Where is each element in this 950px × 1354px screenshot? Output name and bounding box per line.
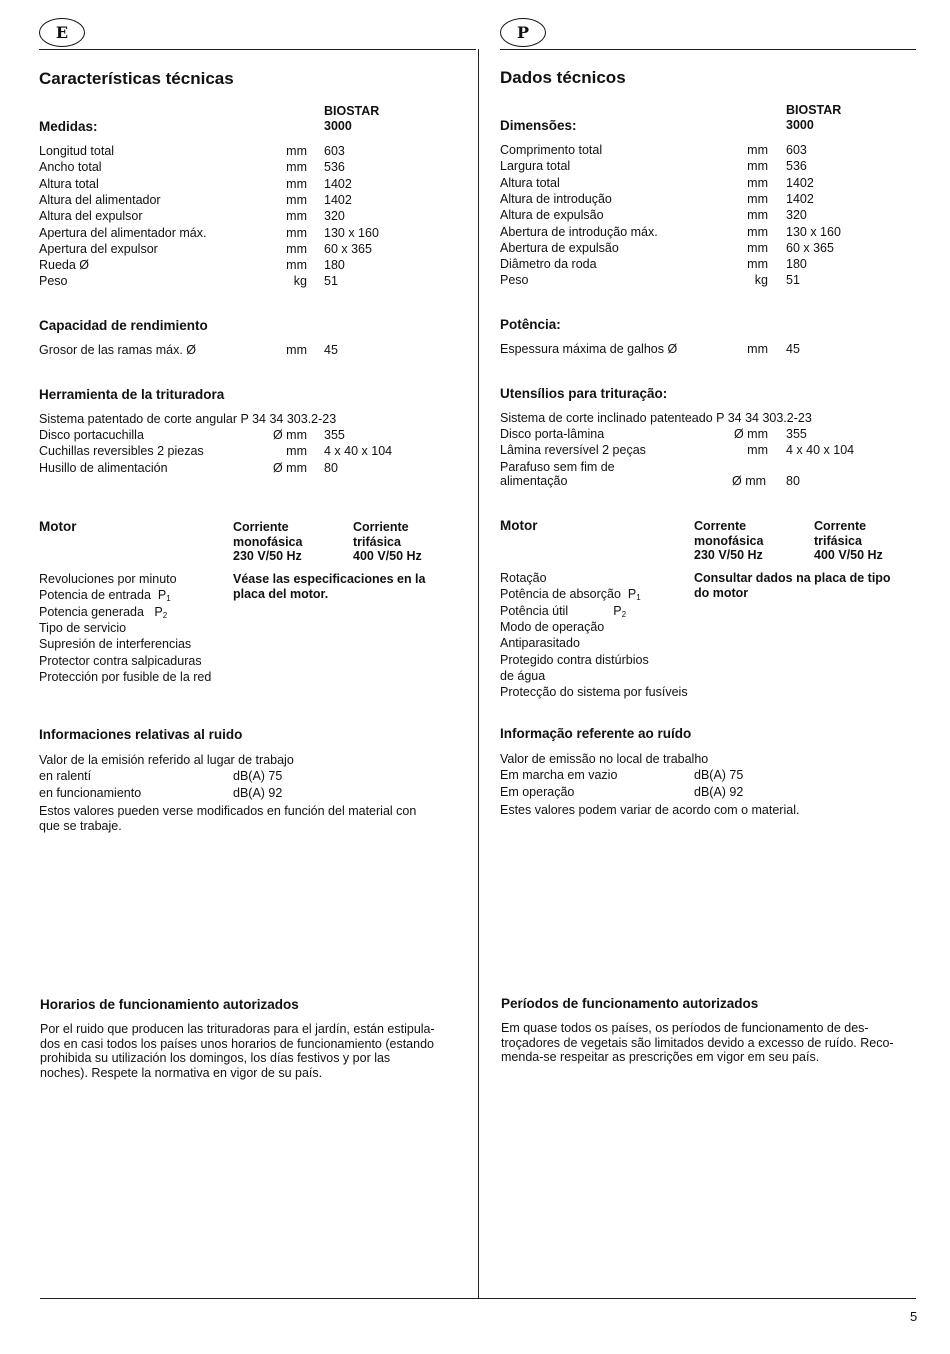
row-label: Comprimento total <box>500 143 603 157</box>
row-unit: Ø mm <box>272 460 307 475</box>
motor-note-2: placa del motor. <box>233 587 329 601</box>
row-unit: mm <box>286 144 307 158</box>
row-label: Longitud total <box>39 144 115 158</box>
hours-text-3: prohibida su utilización los domingos, los días festivos y por las <box>40 1051 391 1065</box>
row-unit: mm <box>286 444 307 459</box>
row-unit: mm <box>286 209 307 224</box>
row-unit: mm <box>286 160 307 175</box>
row-label: Grosor de las ramas máx. Ø <box>39 343 196 357</box>
spec-row <box>39 176 459 192</box>
motor-spec-label <box>39 571 177 587</box>
tool-system: Sistema de corte inclinado patenteado P 34 34 303.2-23 <box>500 411 812 425</box>
row-unit: kg <box>754 273 768 288</box>
motor-heading: Motor <box>500 518 538 533</box>
row-value: 536 <box>786 159 807 174</box>
tool-last-value: 80 <box>786 474 800 488</box>
noise-operating-label: Em operação <box>500 785 575 799</box>
row-label: Diâmetro da roda <box>500 257 597 272</box>
spec-row <box>500 256 920 272</box>
top-rule-left <box>39 49 476 50</box>
row-unit: mm <box>747 208 768 223</box>
model-number: 3000 <box>324 119 352 133</box>
noise-idle-label: en ralentí <box>39 769 92 783</box>
noise-heading: Informação referente ao ruído <box>500 726 692 741</box>
motor-spec-label <box>500 619 604 635</box>
row-label: Abertura de expulsão <box>500 240 619 255</box>
row-value: 355 <box>786 427 807 441</box>
motor-spec-text: Revoluciones por minuto <box>39 572 177 586</box>
row-label: Lâmina reversível 2 peças <box>500 443 646 458</box>
row-unit: mm <box>747 191 768 206</box>
row-unit: mm <box>286 241 307 256</box>
bottom-rule <box>40 1298 916 1299</box>
spec-row <box>500 142 920 158</box>
noise-idle-label: Em marcha em vazio <box>500 768 618 782</box>
model-name: BIOSTAR <box>786 103 842 117</box>
motor-spec-label <box>39 620 126 636</box>
capacity-row <box>500 341 920 357</box>
row-value: 4 x 40 x 104 <box>786 443 855 458</box>
row-label: Espessura máxima de galhos Ø <box>500 342 678 356</box>
row-label: Altura de expulsão <box>500 208 604 223</box>
tool-system: Sistema patentado de corte angular P 34 34 303.2-23 <box>39 412 337 426</box>
hours-text-1: Em quase todos os países, os períodos de funcionamento de des- <box>501 1021 869 1035</box>
motor-heading: Motor <box>39 519 77 534</box>
row-unit: Ø mm <box>733 427 768 441</box>
row-value: 1402 <box>324 176 352 191</box>
dimensions-heading: Dimensões: <box>500 118 577 133</box>
row-unit: Ø mm <box>272 428 307 442</box>
capacity-heading: Capacidad de rendimiento <box>39 318 208 333</box>
spec-row <box>500 158 920 174</box>
spec-row <box>500 191 920 207</box>
capacity-heading: Potência: <box>500 317 561 332</box>
row-unit: mm <box>747 443 768 458</box>
row-value: 536 <box>324 160 345 175</box>
noise-heading: Informaciones relativas al ruido <box>39 727 243 742</box>
hours-text-3: menda-se respeitar as prescrições em vigor em seu país. <box>501 1050 820 1064</box>
motor-spec-text: Modo de operação <box>500 619 605 634</box>
motor-spec-text: Antiparasitado <box>500 636 580 651</box>
motor-col-single-phase-3: 230 V/50 Hz <box>694 548 763 562</box>
noise-operating-label: en funcionamiento <box>39 786 142 800</box>
row-value: 60 x 365 <box>324 241 372 256</box>
row-label: Altura total <box>500 175 560 190</box>
spec-row <box>39 427 459 443</box>
row-unit: mm <box>747 175 768 190</box>
motor-col-single-phase-2: monofásica <box>694 534 764 548</box>
hours-text-2: dos en casi todos los países unos horarios de funcionamiento (estando <box>40 1037 434 1051</box>
noise-idle-value: dB(A) 75 <box>694 768 744 782</box>
row-unit: mm <box>747 143 768 157</box>
motor-col-single-phase-2: monofásica <box>233 535 303 549</box>
noise-idle-value: dB(A) 75 <box>233 769 283 783</box>
spec-row <box>500 442 920 458</box>
row-unit: mm <box>747 342 768 356</box>
motor-spec-label <box>39 669 211 685</box>
motor-note-1: Véase las especificaciones en la <box>233 572 426 586</box>
row-value: 51 <box>324 274 338 289</box>
tool-last-label-2: alimentação <box>500 474 568 488</box>
row-label: Apertura del expulsor <box>39 241 158 256</box>
page-number: 5 <box>910 1309 918 1324</box>
row-value: 320 <box>324 209 345 224</box>
spec-row <box>39 443 459 459</box>
spec-row <box>39 208 459 224</box>
spec-row <box>39 273 459 289</box>
motor-col-single-phase-1: Corriente <box>233 520 289 534</box>
spec-row <box>500 207 920 223</box>
page-title: Características técnicas <box>39 69 234 88</box>
motor-spec-text: Protecção do sistema por fusíveis <box>500 685 688 700</box>
motor-spec-text: Potência útil P <box>500 603 622 618</box>
motor-spec-text: Tipo de servicio <box>39 620 127 635</box>
motor-spec-label <box>500 652 649 668</box>
row-value: 130 x 160 <box>786 224 841 239</box>
row-value: 45 <box>324 343 338 357</box>
row-value: 4 x 40 x 104 <box>324 444 393 459</box>
motor-col-three-phase-3: 400 V/50 Hz <box>353 549 422 563</box>
dimensions-heading: Medidas: <box>39 119 98 134</box>
motor-spec-subscript: 1 <box>636 593 641 603</box>
motor-col-three-phase-1: Corriente <box>353 520 409 534</box>
row-value: 45 <box>786 342 800 356</box>
hours-text-4: noches). Respete la normativa en vigor de su país. <box>40 1066 323 1080</box>
row-label: Apertura del alimentador máx. <box>39 225 207 240</box>
row-label: Peso <box>500 273 529 288</box>
row-label: Altura de introdução <box>500 191 612 206</box>
spec-row <box>39 257 459 273</box>
motor-note-2: do motor <box>694 586 749 600</box>
row-value: 51 <box>786 273 800 288</box>
motor-col-three-phase-1: Corrente <box>814 519 867 533</box>
row-value: 1402 <box>324 192 352 207</box>
spec-row <box>500 175 920 191</box>
motor-spec-label <box>39 636 191 652</box>
row-unit: mm <box>286 343 307 357</box>
row-value: 1402 <box>786 175 814 190</box>
column-divider <box>478 49 479 1298</box>
model-number: 3000 <box>786 118 814 132</box>
tool-last-label-1: Parafuso sem fim de <box>500 460 615 474</box>
row-value: 603 <box>324 144 345 158</box>
motor-col-single-phase-1: Corrente <box>694 519 747 533</box>
motor-spec-text: Potencia de entrada P <box>39 588 167 603</box>
motor-spec-label <box>500 635 580 651</box>
row-label: Disco porta-lâmina <box>500 427 605 441</box>
motor-col-three-phase-2: trifásica <box>353 535 401 549</box>
row-label: Altura del expulsor <box>39 209 143 224</box>
tool-heading: Herramienta de la trituradora <box>39 387 225 402</box>
noise-operating-value: dB(A) 92 <box>694 785 744 799</box>
row-unit: mm <box>747 159 768 174</box>
spec-row <box>500 224 920 240</box>
motor-col-single-phase-3: 230 V/50 Hz <box>233 549 302 563</box>
row-value: 180 <box>324 258 345 273</box>
motor-spec-label <box>500 668 545 684</box>
page-title: Dados técnicos <box>500 68 626 87</box>
tool-last-unit: Ø mm <box>732 474 767 488</box>
motor-spec-subscript: 1 <box>166 594 171 604</box>
row-label: Rueda Ø <box>39 258 90 273</box>
row-value: 180 <box>786 257 807 272</box>
noise-intro: Valor de emissão no local de trabalho <box>500 752 709 766</box>
motor-spec-text: de água <box>500 668 546 683</box>
row-unit: kg <box>293 274 307 289</box>
spec-row <box>500 240 920 256</box>
noise-note-1: Estes valores podem variar de acordo com o material. <box>500 803 800 817</box>
motor-spec-text: Protector contra salpicaduras <box>39 653 202 668</box>
spec-row <box>39 192 459 208</box>
language-badge-p: P <box>500 18 546 47</box>
noise-intro: Valor de la emisión referido al lugar de trabajo <box>39 753 294 767</box>
row-label: Ancho total <box>39 160 102 175</box>
row-label: Peso <box>39 274 68 289</box>
hours-text-2: troçadores de vegetais são limitados devido a excesso de ruído. Reco- <box>501 1036 894 1050</box>
row-value: 320 <box>786 208 807 223</box>
motor-spec-text: Rotação <box>500 571 547 585</box>
spec-row <box>39 225 459 241</box>
noise-operating-value: dB(A) 92 <box>233 786 283 800</box>
row-unit: mm <box>747 257 768 272</box>
motor-spec-text: Protección por fusible de la red <box>39 669 212 684</box>
row-label: Cuchillas reversibles 2 piezas <box>39 444 204 459</box>
motor-spec-text: Protegido contra distúrbios <box>500 652 649 667</box>
motor-spec-subscript: 2 <box>621 609 627 619</box>
row-label: Husillo de alimentación <box>39 460 168 475</box>
motor-spec-label <box>39 653 202 669</box>
hours-heading: Períodos de funcionamento autorizados <box>501 996 759 1011</box>
row-value: 130 x 160 <box>324 225 379 240</box>
spec-row <box>500 426 920 442</box>
spec-row <box>39 143 459 159</box>
row-unit: mm <box>286 225 307 240</box>
row-unit: mm <box>286 192 307 207</box>
noise-note-2: que se trabaje. <box>39 819 122 833</box>
row-unit: mm <box>747 224 768 239</box>
spec-row <box>39 159 459 175</box>
motor-spec-label <box>500 570 547 586</box>
spec-row <box>500 272 920 288</box>
hours-text-1: Por el ruido que producen las trituradoras para el jardín, están estipula- <box>40 1022 435 1036</box>
row-value: 355 <box>324 428 345 442</box>
row-label: Abertura de introdução máx. <box>500 224 658 239</box>
row-unit: mm <box>286 176 307 191</box>
row-value: 80 <box>324 460 338 475</box>
row-value: 60 x 365 <box>786 240 834 255</box>
noise-note-1: Estos valores pueden verse modificados en función del material con <box>39 804 417 818</box>
top-rule-right <box>500 49 916 50</box>
motor-spec-text: Supresión de interferencias <box>39 637 192 652</box>
spec-row <box>39 460 459 476</box>
motor-spec-subscript: 2 <box>162 610 168 620</box>
row-label: Largura total <box>500 159 571 174</box>
motor-col-three-phase-3: 400 V/50 Hz <box>814 548 883 562</box>
motor-spec-text: Potência de absorção P <box>500 587 637 602</box>
language-badge-e: E <box>39 18 85 47</box>
model-name: BIOSTAR <box>324 104 380 118</box>
spec-row <box>39 241 459 257</box>
motor-note-1: Consultar dados na placa de tipo <box>694 571 891 585</box>
row-label: Altura total <box>39 176 99 191</box>
row-value: 603 <box>786 143 807 157</box>
motor-spec-text: Potencia generada P <box>39 604 163 619</box>
hours-heading: Horarios de funcionamiento autorizados <box>40 997 299 1012</box>
row-value: 1402 <box>786 191 814 206</box>
motor-col-three-phase-2: trifásica <box>814 534 862 548</box>
row-label: Altura del alimentador <box>39 192 161 207</box>
row-unit: mm <box>286 258 307 273</box>
row-label: Disco portacuchilla <box>39 428 144 442</box>
row-unit: mm <box>747 240 768 255</box>
motor-spec-label <box>500 684 688 700</box>
tool-heading: Utensílios para trituração: <box>500 386 668 401</box>
capacity-row <box>39 342 459 358</box>
